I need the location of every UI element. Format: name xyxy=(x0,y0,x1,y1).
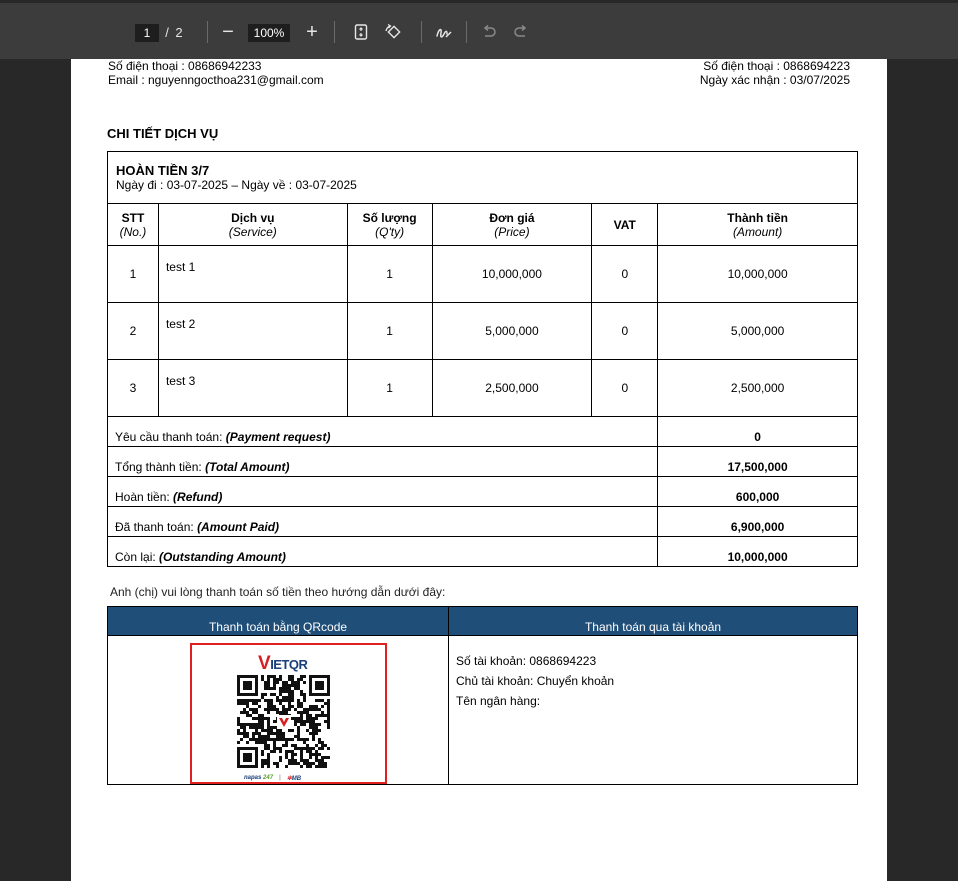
item-vat: 0 xyxy=(592,360,658,417)
customer-email: Email : nguyenngocthoa231@gmail.com xyxy=(108,73,324,87)
bank-brand-strip: napas 247 | ✲MB xyxy=(244,775,302,782)
item-price: 10,000,000 xyxy=(432,246,592,303)
table-header-row xyxy=(108,204,858,246)
item-amount: 10,000,000 xyxy=(658,246,858,303)
col-amount: Thành tiền (Amount) xyxy=(658,204,858,246)
summary-row xyxy=(108,537,858,567)
account-number: Số tài khoản: 0868694223 xyxy=(456,654,597,668)
table-row xyxy=(108,246,858,303)
refund-value: 600,000 xyxy=(658,477,858,507)
page-number-input[interactable]: 1 xyxy=(135,24,159,42)
item-service: test 2 xyxy=(158,303,347,360)
mb-logo: ✲MB xyxy=(286,775,302,782)
toolbar-divider xyxy=(421,21,422,43)
tour-dates: Ngày đi : 03-07-2025 – Ngày về : 03-07-2025 xyxy=(116,178,357,192)
item-vat: 0 xyxy=(592,246,658,303)
undo-icon[interactable] xyxy=(479,22,499,42)
service-table xyxy=(107,151,858,567)
item-no: 3 xyxy=(108,360,159,417)
company-contact xyxy=(700,59,850,87)
account-info-cell xyxy=(449,636,858,785)
payment-request-value: 0 xyxy=(658,417,858,447)
amount-paid-value: 6,900,000 xyxy=(658,507,858,537)
customer-phone: Số điện thoại : 08686942233 xyxy=(108,59,262,73)
qr-payment-header: Thanh toán bằng QRcode xyxy=(108,607,449,636)
item-price: 2,500,000 xyxy=(432,360,592,417)
col-service: Dịch vụ (Service) xyxy=(158,204,347,246)
item-vat: 0 xyxy=(592,303,658,360)
toolbar-divider xyxy=(334,21,335,43)
page-separator: / xyxy=(165,24,169,40)
payment-instruction: Anh (chị) vui lòng thanh toán số tiền theo hướng dẫn dưới đây: xyxy=(110,585,446,599)
col-price: Đơn giá (Price) xyxy=(432,204,592,246)
qr-cell xyxy=(108,636,449,785)
fit-page-icon[interactable] xyxy=(351,22,371,42)
item-qty: 1 xyxy=(347,303,432,360)
amount-paid-label: Đã thanh toán: (Amount Paid) xyxy=(108,507,658,537)
vietqr-logo: VIETQR xyxy=(258,653,308,674)
tour-name: HOÀN TIỀN 3/7 xyxy=(116,163,210,178)
account-payment-header: Thanh toán qua tài khoản xyxy=(449,607,858,636)
item-no: 2 xyxy=(108,303,159,360)
account-holder: Chủ tài khoản: Chuyển khoản xyxy=(456,674,615,688)
payment-table xyxy=(107,606,858,785)
draw-icon[interactable] xyxy=(434,22,454,42)
redo-icon[interactable] xyxy=(511,22,531,42)
napas-logo: napas 247 xyxy=(244,775,274,781)
qr-code-icon xyxy=(237,675,331,769)
company-phone: Số điện thoại : 0868694223 xyxy=(703,59,850,73)
summary-row xyxy=(108,507,858,537)
summary-row xyxy=(108,417,858,447)
item-service: test 3 xyxy=(158,360,347,417)
zoom-level-input[interactable]: 100% xyxy=(248,24,290,42)
bank-name: Tên ngân hàng: xyxy=(456,694,541,708)
outstanding-value: 10,000,000 xyxy=(658,537,858,567)
customer-contact xyxy=(108,59,324,87)
col-no: STT (No.) xyxy=(108,204,159,246)
refund-label: Hoàn tiền: (Refund) xyxy=(108,477,658,507)
summary-row xyxy=(108,447,858,477)
rotate-icon[interactable] xyxy=(383,22,403,42)
total-amount-label: Tổng thành tiền: (Total Amount) xyxy=(108,447,658,477)
pdf-page xyxy=(71,59,887,881)
qr-code-frame xyxy=(190,643,387,784)
col-qty: Số lượng (Q'ty) xyxy=(347,204,432,246)
tour-info xyxy=(108,152,858,204)
item-service: test 1 xyxy=(158,246,347,303)
section-title: CHI TIẾT DỊCH VỤ xyxy=(107,126,219,141)
item-qty: 1 xyxy=(347,246,432,303)
toolbar-divider xyxy=(207,21,208,43)
col-vat: VAT xyxy=(592,204,658,246)
zoom-in-button[interactable]: + xyxy=(306,20,318,43)
item-no: 1 xyxy=(108,246,159,303)
payment-request-label: Yêu cầu thanh toán: (Payment request) xyxy=(108,417,658,447)
total-amount-value: 17,500,000 xyxy=(658,447,858,477)
item-qty: 1 xyxy=(347,360,432,417)
item-price: 5,000,000 xyxy=(432,303,592,360)
table-row xyxy=(108,303,858,360)
item-amount: 5,000,000 xyxy=(658,303,858,360)
summary-row xyxy=(108,477,858,507)
table-row xyxy=(108,360,858,417)
total-pages: 2 xyxy=(175,24,183,40)
item-amount: 2,500,000 xyxy=(658,360,858,417)
confirm-date: Ngày xác nhận : 03/07/2025 xyxy=(699,73,850,87)
outstanding-label: Còn lại: (Outstanding Amount) xyxy=(108,537,658,567)
pdf-toolbar xyxy=(0,3,958,59)
toolbar-divider xyxy=(466,21,467,43)
zoom-out-button[interactable]: − xyxy=(222,20,234,43)
